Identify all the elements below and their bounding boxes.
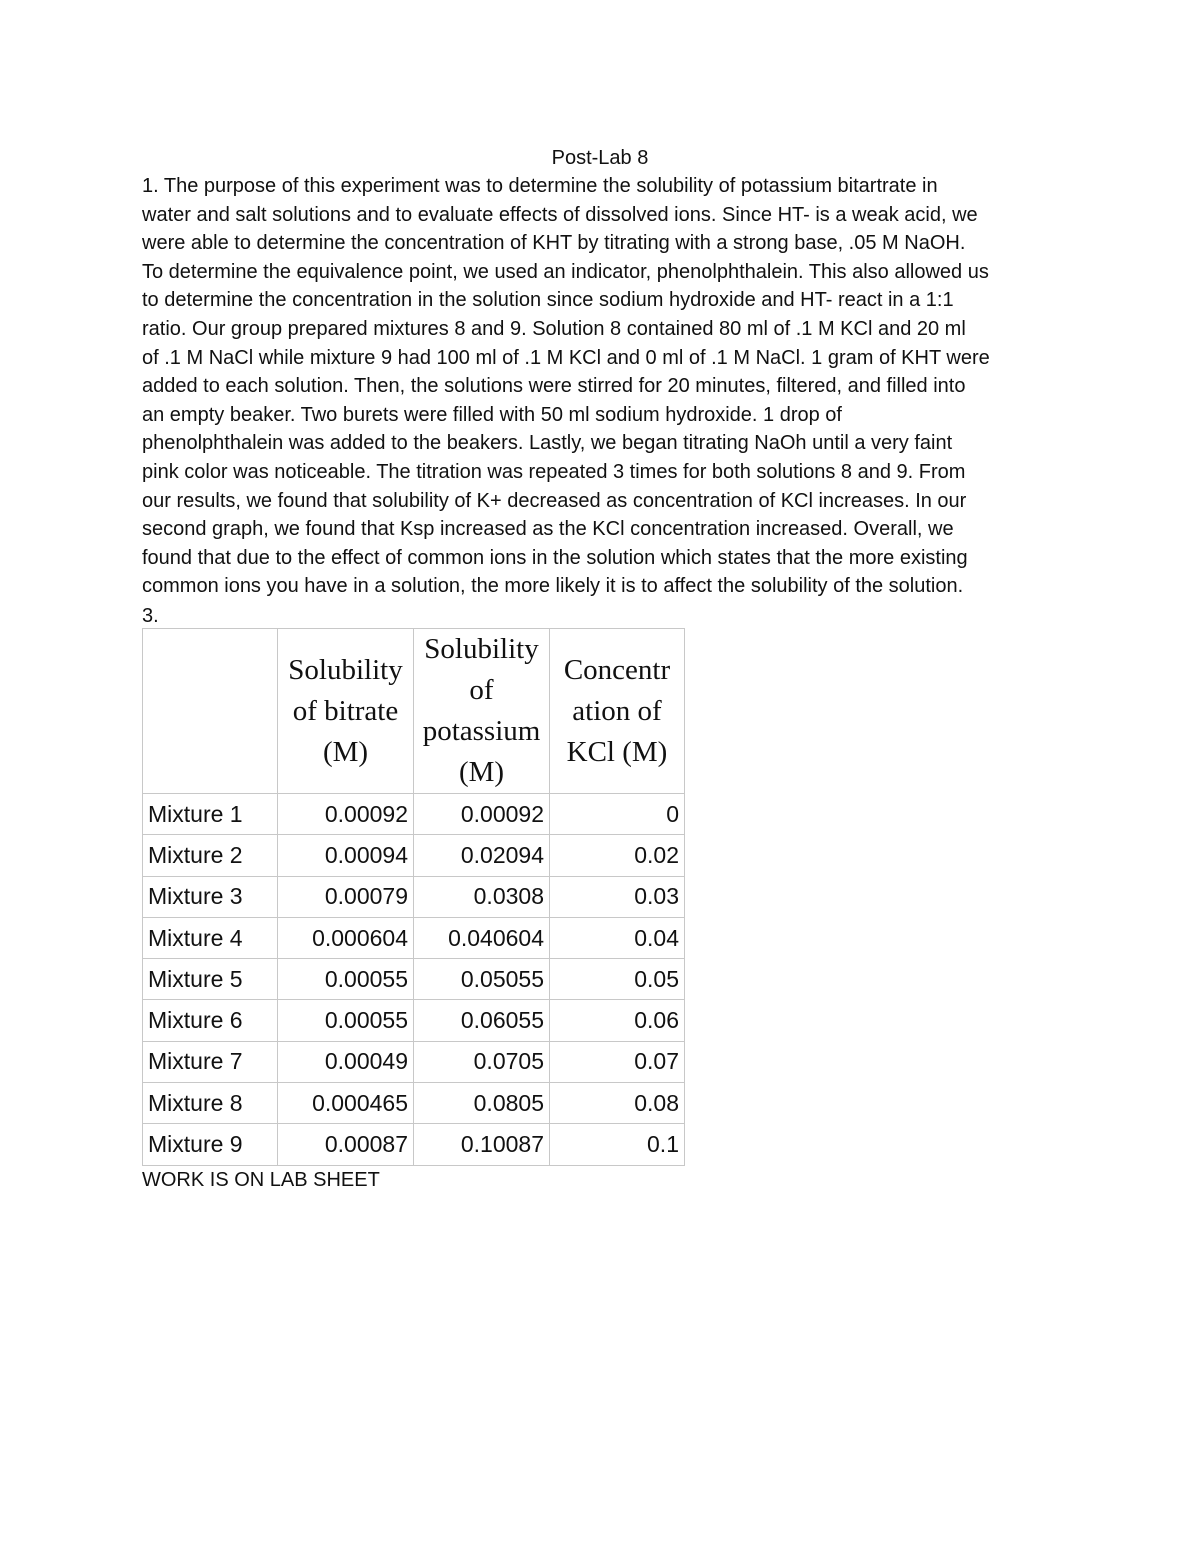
table-row [143,835,685,876]
potassium-solubility-cell: 0.06055 [414,1000,550,1041]
mixture-label: Mixture 7 [143,1041,278,1082]
table-row [143,917,685,958]
table-row [143,959,685,1000]
kcl-concentration-cell: 0.07 [550,1041,685,1082]
bitrate-solubility-cell: 0.000465 [278,1083,414,1124]
mixture-label: Mixture 5 [143,959,278,1000]
table-row [143,794,685,835]
paragraph-line: were able to determine the concentration of KHT by titrating with a strong base, .05 M NaOH. [142,232,966,255]
paragraph-line: found that due to the effect of common ions in the solution which states that the more existing [142,546,968,569]
paragraph-line: pink color was noticeable. The titration was repeated 3 times for both solutions 8 and 9. From [142,460,966,483]
paragraph-line: our results, we found that solubility of K+ decreased as concentration of KCl increases. In our [142,489,967,512]
kcl-concentration-cell: 0.03 [550,876,685,917]
mixture-label: Mixture 2 [143,835,278,876]
paragraph-line: second graph, we found that Ksp increased as the KCl concentration increased. Overall, we [142,518,954,541]
mixture-label: Mixture 3 [143,876,278,917]
question-number: 3. [142,605,159,627]
table-header-row [143,629,685,794]
work-note: WORK IS ON LAB SHEET [142,1169,380,1191]
potassium-solubility-cell: 0.02094 [414,835,550,876]
table-row [143,1083,685,1124]
paragraph-line: To determine the equivalence point, we used an indicator, phenolphthalein. This also allowed us [142,260,989,283]
header-solubility-potassium: Solubility of potassium (M) [414,629,550,794]
kcl-concentration-cell: 0.08 [550,1083,685,1124]
header-kcl-concentration: Concentr ation of KCl (M) [550,629,685,794]
mixture-label: Mixture 4 [143,917,278,958]
bitrate-solubility-cell: 0.00055 [278,959,414,1000]
paragraph-line: added to each solution. Then, the solutions were stirred for 20 minutes, filtered, and filled into [142,375,966,398]
paragraph-line: water and salt solutions and to evaluate effects of dissolved ions. Since HT- is a weak acid, we [142,203,978,226]
potassium-solubility-cell: 0.0308 [414,876,550,917]
kcl-concentration-cell: 0.06 [550,1000,685,1041]
header-solubility-bitrate: Solubility of bitrate (M) [278,629,414,794]
bitrate-solubility-cell: 0.00055 [278,1000,414,1041]
kcl-concentration-cell: 0.05 [550,959,685,1000]
bitrate-solubility-cell: 0.00092 [278,794,414,835]
table-row [143,876,685,917]
potassium-solubility-cell: 0.0805 [414,1083,550,1124]
paragraph-line: common ions you have in a solution, the more likely it is to affect the solubility of the solution. [142,575,964,598]
bitrate-solubility-cell: 0.000604 [278,917,414,958]
mixture-label: Mixture 6 [143,1000,278,1041]
kcl-concentration-cell: 0.1 [550,1124,685,1165]
bitrate-solubility-cell: 0.00087 [278,1124,414,1165]
table-row [143,1041,685,1082]
table-row [143,1124,685,1165]
solubility-table [142,628,685,1166]
mixture-label: Mixture 1 [143,794,278,835]
bitrate-solubility-cell: 0.00079 [278,876,414,917]
paragraph-line: ratio. Our group prepared mixtures 8 and 9. Solution 8 contained 80 ml of .1 M KCl and 20 ml [142,317,966,340]
potassium-solubility-cell: 0.05055 [414,959,550,1000]
potassium-solubility-cell: 0.10087 [414,1124,550,1165]
bitrate-solubility-cell: 0.00094 [278,835,414,876]
table-row [143,1000,685,1041]
paragraph-line: 1. The purpose of this experiment was to determine the solubility of potassium bitartrate in [142,175,938,197]
potassium-solubility-cell: 0.00092 [414,794,550,835]
bitrate-solubility-cell: 0.00049 [278,1041,414,1082]
potassium-solubility-cell: 0.040604 [414,917,550,958]
paragraph-line: an empty beaker. Two burets were filled with 50 ml sodium hydroxide. 1 drop of [142,403,842,426]
paragraph-line: to determine the concentration in the solution since sodium hydroxide and HT- react in a 1:1 [142,289,954,312]
page-title: Post-Lab 8 [551,147,649,169]
mixture-label: Mixture 8 [143,1083,278,1124]
paragraph-line: of .1 M NaCl while mixture 9 had 100 ml of .1 M KCl and 0 ml of .1 M NaCl. 1 gram of KHT were [142,346,990,369]
kcl-concentration-cell: 0.02 [550,835,685,876]
purpose-paragraph [142,172,1062,601]
mixture-label: Mixture 9 [143,1124,278,1165]
kcl-concentration-cell: 0 [550,794,685,835]
header-empty-cell [143,629,278,794]
potassium-solubility-cell: 0.0705 [414,1041,550,1082]
paragraph-line: phenolphthalein was added to the beakers. Lastly, we began titrating NaOh until a very faint [142,432,953,455]
kcl-concentration-cell: 0.04 [550,917,685,958]
